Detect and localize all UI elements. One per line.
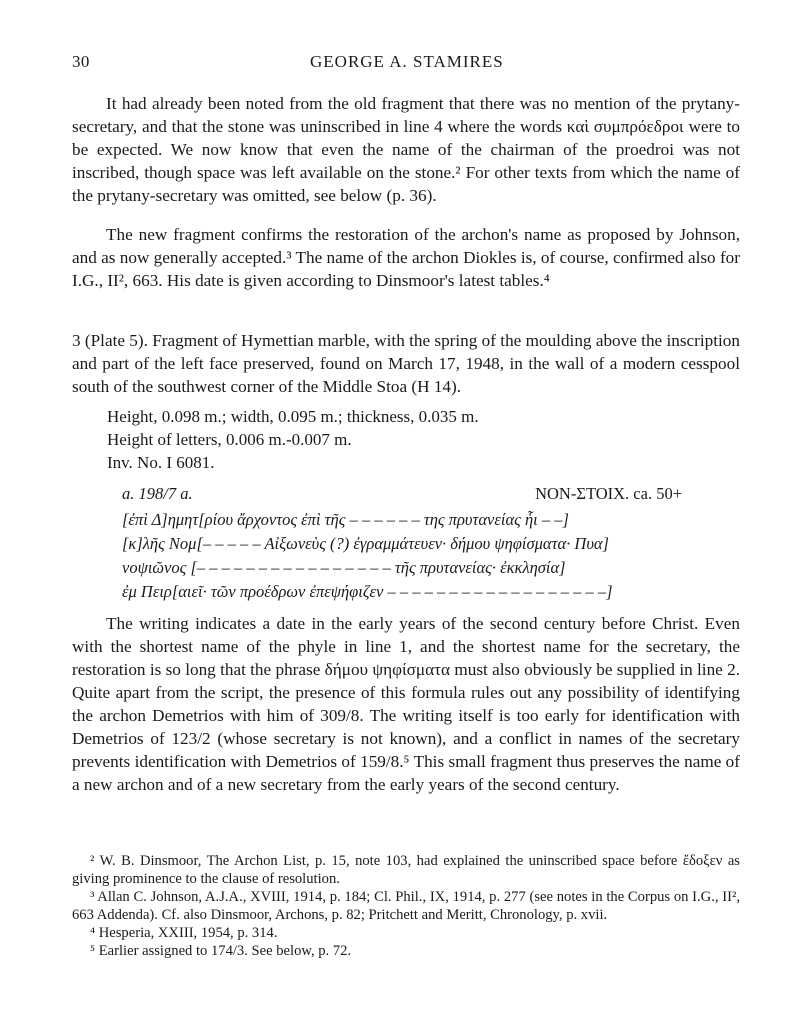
paragraph-prytany-secretary: It had already been noted from the old fragment that there was no mention of the prytany-secretary, and that the stone was uninscribed in line 4 where the words καὶ συμπρόεδροι were to be expected. We now know that even the name of the chairman of the proedroi was not inscribed, though space was left available on the stone.² For other texts from which the name of the prytany-secretary was omitted, see below (p. 36).	[72, 94, 740, 205]
measurements	[107, 405, 479, 474]
inscription-line-4: ἐμ Πειρ[αιεῖ· τῶν προέδρων ἐπεψήφιζεν – – – – – – – – – – – – – – – – – –]	[122, 582, 613, 601]
paragraph-fragment-3-description: 3 (Plate 5). Fragment of Hymettian marble, with the spring of the moulding above the inscription and part of the left face preserved, found on March 17, 1948, in the wall of a modern cesspool south of the southwest corner of the Middle Stoa (H 14).	[72, 331, 740, 396]
inscription-line-3: νοψιῶνος [– – – – – – – – – – – – – – – – τῆς πρυτανείας· ἐκκλησία]	[122, 558, 566, 577]
inscription-stoichedon: NON-ΣΤΟΙΧ. ca. 50+	[535, 484, 682, 503]
footnote-2: ² W. B. Dinsmoor, The Archon List, p. 15, note 103, had explained the uninscribed space before ἔδοξεν as giving prominence to the clause of resolution.	[72, 853, 740, 887]
footnotes	[72, 852, 740, 960]
page-number: 30	[72, 52, 90, 71]
paragraph-dating-discussion: The writing indicates a date in the early years of the second century before Christ. Even with the shortest name of the phyle in line 1, and the shortest name for the secretary, the restoration is so long that the phrase δήμου ψηφίσματα must also obviously be supplied in line 2. Quite apart from the script, the presence of this formula rules out any possibility of identifying the archon Demetrios with him of 309/8. The writing itself is too early for identification with Demetrios of 123/2 (whose secretary is not known), and a conflict in names of the secretary prevents identification with Demetrios of 159/8.⁵ This small fragment thus preserves the name of a new archon and of a new secretary from the early years of the second century.	[72, 614, 740, 794]
footnote-4: ⁴ Hesperia, XXIII, 1954, p. 314.	[90, 925, 278, 941]
paragraph-new-fragment: The new fragment confirms the restoration of the archon's name as proposed by Johnson, and as now generally accepted.³ The name of the archon Diokles is, of course, confirmed also for I.G., II², 663. His date is given according to Dinsmoor's latest tables.⁴	[72, 225, 740, 290]
footnote-5: ⁵ Earlier assigned to 174/3. See below, p. 72.	[90, 943, 352, 959]
inscription-line-1: [ἐπὶ Δ]ημητ[ρίου ἄρχοντος ἐπὶ τῆς – – – – – – της πρυτανείας ἧι – –]	[122, 510, 569, 529]
inventory-line: Inv. No. I 6081.	[107, 453, 215, 472]
letter-height-line: Height of letters, 0.006 m.-0.007 m.	[107, 430, 352, 449]
footnote-3: ³ Allan C. Johnson, A.J.A., XVIII, 1914, p. 184; Cl. Phil., IX, 1914, p. 277 (see notes in the Corpus on I.G., II², 663 Addenda). Cf. also Dinsmoor, Archons, p. 82; Pritchett and Meritt, Chronology, p. xvii.	[72, 889, 740, 923]
inscription-heading	[122, 482, 682, 506]
inscription-line-2: [κ]λῆς Νομ[– – – – – Αἰξωνεὺς (?) ἐγραμμάτευεν· δήμου ψηφίσματα· Πυα]	[122, 534, 609, 553]
inscription-date: a. 198/7 a.	[122, 484, 193, 503]
dimensions-line: Height, 0.098 m.; width, 0.095 m.; thickness, 0.035 m.	[107, 407, 479, 426]
running-title: GEORGE A. STAMIRES	[310, 52, 504, 71]
